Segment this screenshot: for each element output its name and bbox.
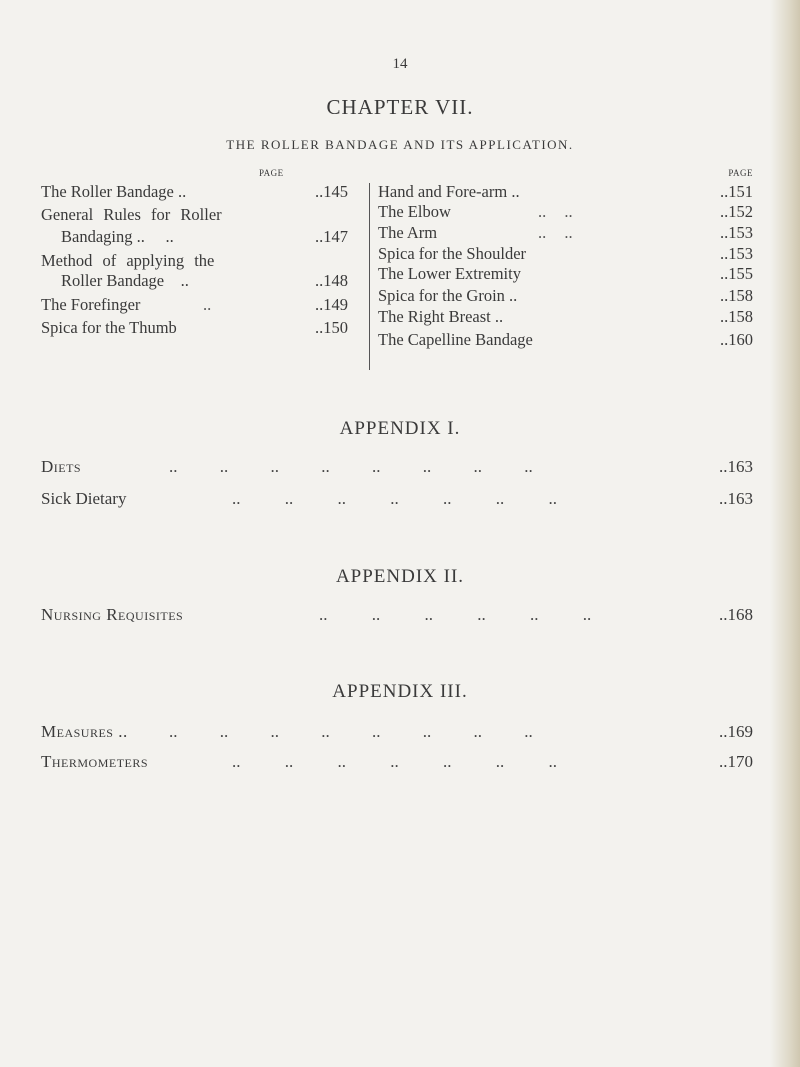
toc-entry-page: ..153 (720, 223, 753, 242)
chapter-subtitle: THE ROLLER BANDAGE AND ITS APPLICATION. (226, 137, 574, 152)
column-divider (369, 183, 370, 370)
toc-entry-title: The Capelline Bandage (378, 330, 533, 349)
toc-entry-page: ..145 (315, 182, 348, 201)
leader-dots: .. .. .. .. .. .. .. (232, 752, 557, 771)
page-column-label: PAGE (259, 168, 284, 178)
toc-entry-page: ..155 (720, 264, 753, 283)
toc-entry-page: ..160 (720, 330, 753, 349)
appendix-entry-title: Diets (41, 457, 82, 476)
leader-dots: .. .. .. .. .. .. .. .. (169, 457, 533, 476)
appendix-entry-title: Sick Dietary (41, 489, 127, 508)
toc-entry-page: ..158 (720, 286, 753, 305)
toc-entry-page: ..149 (315, 295, 348, 314)
appendix-entry-page: ..163 (719, 457, 753, 476)
toc-entry-title: Method of applying the (41, 251, 215, 270)
toc-entry-title: The Elbow (378, 202, 451, 221)
appendix-2-heading: APPENDIX II. (335, 566, 465, 587)
leader-dots: .. .. .. .. .. .. (319, 605, 592, 624)
appendix-entry-title: Nursing Requisites (41, 605, 184, 624)
appendix-entry-page: ..169 (719, 722, 753, 741)
toc-entry-title: Roller Bandage .. (61, 271, 189, 290)
toc-entry-page: ..153 (720, 244, 753, 263)
leader-dots: .. .. .. .. .. .. .. .. (169, 722, 533, 741)
appendix-entry-page: ..170 (719, 752, 753, 771)
toc-entry-title: Spica for the Groin .. (378, 286, 518, 305)
chapter-title: CHAPTER VII. (326, 95, 474, 119)
leader-dots: .. (203, 295, 212, 314)
appendix-entry-title: Measures .. (41, 722, 128, 741)
toc-entry-title: The Right Breast .. (378, 307, 504, 326)
toc-entry-page: ..148 (315, 271, 348, 290)
page-number: 14 (392, 56, 408, 72)
toc-entry-title: Hand and Fore-arm .. (378, 182, 520, 201)
leader-dots: .. .. .. .. .. .. .. (232, 489, 557, 508)
toc-entry-page: ..152 (720, 202, 753, 221)
appendix-3-heading: APPENDIX III. (332, 681, 468, 702)
page-edge-shadow (770, 0, 800, 1067)
toc-entry-page: ..147 (315, 227, 348, 246)
toc-entry-title: General Rules for Roller (41, 205, 222, 224)
toc-entry-title: The Roller Bandage .. (41, 182, 187, 201)
toc-entry-title: Bandaging .. .. (61, 227, 174, 246)
appendix-entry-title: Thermometers (41, 752, 149, 771)
appendix-entry-page: ..168 (719, 605, 753, 624)
leader-dots: .. .. (538, 223, 573, 242)
toc-entry-title: Spica for the Shoulder (378, 244, 527, 263)
appendix-entry-page: ..163 (719, 489, 753, 508)
appendix-1-heading: APPENDIX I. (339, 418, 461, 439)
page-column-label: PAGE (728, 168, 753, 178)
leader-dots: .. .. (538, 202, 573, 221)
toc-entry-page: ..151 (720, 182, 753, 201)
toc-entry-title: The Arm (378, 223, 438, 242)
toc-entry-title: Spica for the Thumb (41, 318, 177, 337)
toc-entry-title: The Lower Extremity (378, 264, 521, 283)
toc-entry-title: The Forefinger (41, 295, 141, 314)
toc-entry-page: ..158 (720, 307, 753, 326)
toc-entry-page: ..150 (315, 318, 348, 337)
